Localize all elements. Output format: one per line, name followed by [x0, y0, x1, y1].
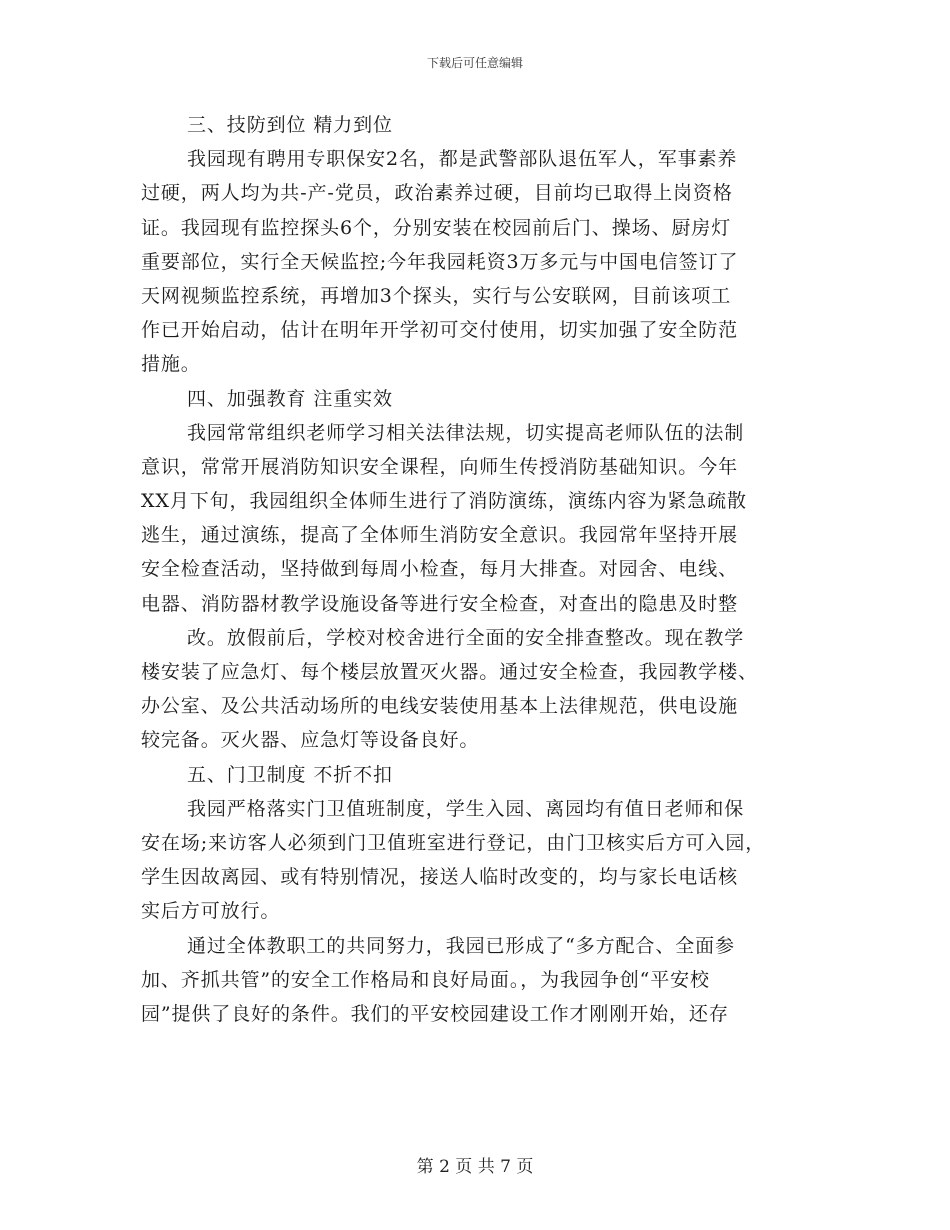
text-line: 安全检查活动，坚持做到每周小检查，每月大排查。对园舍、电线、	[141, 558, 739, 581]
text-line: 实后方可放行。	[141, 900, 281, 923]
text-line: 改。放假前后，学校对校舍进行全面的安全排查整改。现在教学	[187, 626, 745, 649]
page-header: 下载后可任意编辑	[426, 56, 523, 70]
text-line: 我园现有聘用专职保安2名，都是武警部队退伍军人，军事素养	[187, 148, 738, 171]
text-line: 天网视频监控系统，再增加3个探头，实行与公安联网，目前该项工	[141, 284, 732, 307]
text-line: 作已开始启动，估计在明年开学初可交付使用，切实加强了安全防范	[141, 319, 739, 342]
text-line: 较完备。灭火器、应急灯等设备良好。	[141, 729, 480, 752]
text-line: 园”提供了良好的条件。我们的平安校园建设工作才刚刚开始，还存	[141, 1002, 729, 1025]
text-line: 安在场;来访客人必须到门卫值班室进行登记，由门卫核实后方可入园，	[141, 831, 766, 854]
text-line: 证。我园现有监控探头6个，分别安装在校园前后门、操场、厨房灯	[141, 216, 732, 239]
text-line: 措施。	[141, 353, 201, 376]
text-line: 重要部位，实行全天候监控;今年我园耗资3万多元与中国电信签订了	[141, 250, 739, 273]
text-line: 五、门卫制度 不折不扣	[187, 763, 393, 786]
text-line: 三、技防到位 精力到位	[187, 114, 393, 136]
text-line: 办公室、及公共活动场所的电线安装使用基本上法律规范，供电设施	[141, 695, 739, 718]
text-line: 加、齐抓共管”的安全工作格局和良好局面。，为我园争创“平安校	[141, 968, 710, 991]
document-body	[141, 108, 801, 1031]
text-line: 过硬，两人均为共-产-党员，政治素养过硬，目前均已取得上岗资格	[141, 182, 733, 205]
text-line: 四、加强教育 注重实效	[187, 387, 393, 410]
text-line: 我园严格落实门卫值班制度，学生入园、离园均有值日老师和保	[187, 797, 745, 820]
text-line: 电器、消防器材教学设施设备等进行安全检查，对查出的隐患及时整	[141, 592, 739, 615]
text-line: 逃生，通过演练，提高了全体师生消防安全意识。我园常年坚持开展	[141, 524, 739, 547]
text-line: 楼安装了应急灯、每个楼层放置灭火器。通过安全检查，我园教学楼、	[141, 661, 758, 683]
text-line: 我园常常组织老师学习相关法律法规，切实提高老师队伍的法制	[187, 421, 745, 444]
text-line: XX月下旬，我园组织全体师生进行了消防演练，演练内容为紧急疏散	[141, 490, 747, 513]
text-line: 学生因故离园、或有特别情况，接送人临时改变的，均与家长电话核	[141, 866, 739, 889]
text-line: 通过全体教职工的共同努力，我园已形成了“多方配合、全面参	[187, 934, 735, 957]
page-footer: 第 2 页 共 7 页	[416, 1157, 534, 1177]
text-line: 意识，常常开展消防知识安全课程，向师生传授消防基础知识。今年	[141, 455, 739, 478]
